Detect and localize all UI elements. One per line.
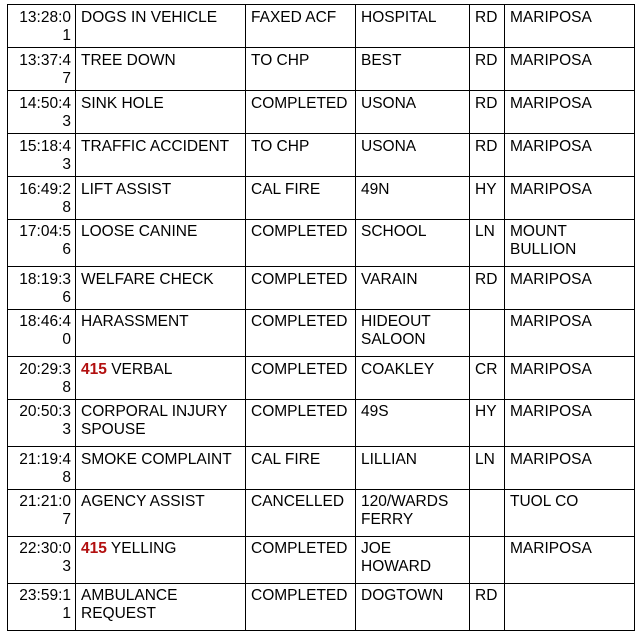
location-cell: HOSPITAL (356, 5, 470, 48)
location-cell: 120/WARDS FERRY (356, 490, 470, 537)
street-type-cell: RD (470, 267, 505, 310)
call-type-text: AGENCY ASSIST (81, 493, 205, 510)
call-type-cell (76, 220, 246, 267)
call-type-text: WELFARE CHECK (81, 271, 214, 288)
call-type-text: TRAFFIC ACCIDENT (81, 138, 230, 155)
city-cell: TUOL CO (505, 490, 635, 537)
call-type-text: TREE DOWN (81, 52, 176, 69)
disposition-cell: COMPLETED (246, 400, 356, 447)
call-log-table (7, 4, 635, 631)
location-cell: VARAIN (356, 267, 470, 310)
disposition-cell: CAL FIRE (246, 447, 356, 490)
table-row (8, 177, 635, 220)
disposition-cell: CANCELLED (246, 490, 356, 537)
time-cell: 20:29:38 (8, 357, 76, 400)
city-cell: MARIPOSA (505, 177, 635, 220)
time-cell: 23:59:11 (8, 584, 76, 631)
city-cell: MARIPOSA (505, 134, 635, 177)
disposition-cell: FAXED ACF (246, 5, 356, 48)
street-type-cell: RD (470, 584, 505, 631)
table-row (8, 357, 635, 400)
disposition-cell: COMPLETED (246, 310, 356, 357)
street-type-cell: RD (470, 91, 505, 134)
city-cell: MARIPOSA (505, 357, 635, 400)
time-cell: 18:46:40 (8, 310, 76, 357)
location-cell: JOE HOWARD (356, 537, 470, 584)
street-type-cell: LN (470, 220, 505, 267)
street-type-cell (470, 490, 505, 537)
call-type-cell (76, 267, 246, 310)
table-row (8, 537, 635, 584)
call-type-cell (76, 447, 246, 490)
location-cell: LILLIAN (356, 447, 470, 490)
call-log-body (8, 5, 635, 631)
time-cell: 13:28:01 (8, 5, 76, 48)
call-type-cell (76, 91, 246, 134)
time-cell: 22:30:03 (8, 537, 76, 584)
call-type-text: LOOSE CANINE (81, 223, 198, 240)
call-type-cell (76, 537, 246, 584)
call-type-text: VERBAL (111, 361, 173, 378)
time-cell: 18:19:36 (8, 267, 76, 310)
time-cell: 20:50:33 (8, 400, 76, 447)
street-type-cell: RD (470, 48, 505, 91)
call-type-cell (76, 310, 246, 357)
table-row (8, 400, 635, 447)
location-cell: DOGTOWN (356, 584, 470, 631)
call-type-cell (76, 48, 246, 91)
call-type-text: YELLING (110, 540, 177, 557)
street-type-cell: RD (470, 5, 505, 48)
call-code: 415 (81, 540, 107, 557)
disposition-cell: CAL FIRE (246, 177, 356, 220)
city-cell (505, 584, 635, 631)
table-row (8, 91, 635, 134)
city-cell: MARIPOSA (505, 447, 635, 490)
time-cell: 13:37:47 (8, 48, 76, 91)
time-cell: 21:19:48 (8, 447, 76, 490)
call-type-cell (76, 134, 246, 177)
street-type-cell (470, 310, 505, 357)
call-type-cell (76, 490, 246, 537)
table-row (8, 134, 635, 177)
city-cell: MARIPOSA (505, 267, 635, 310)
street-type-cell: CR (470, 357, 505, 400)
street-type-cell: HY (470, 400, 505, 447)
city-cell: MARIPOSA (505, 400, 635, 447)
city-cell: MARIPOSA (505, 5, 635, 48)
call-type-text: LIFT ASSIST (81, 181, 172, 198)
call-type-text: DOGS IN VEHICLE (81, 9, 218, 26)
location-cell: SCHOOL (356, 220, 470, 267)
call-type-cell (76, 5, 246, 48)
disposition-cell: COMPLETED (246, 357, 356, 400)
time-cell: 16:49:28 (8, 177, 76, 220)
time-cell: 14:50:43 (8, 91, 76, 134)
city-cell: MARIPOSA (505, 537, 635, 584)
table-row (8, 447, 635, 490)
table-row (8, 490, 635, 537)
location-cell: USONA (356, 91, 470, 134)
call-type-cell (76, 400, 246, 447)
time-cell: 21:21:07 (8, 490, 76, 537)
location-cell: 49S (356, 400, 470, 447)
time-cell: 17:04:56 (8, 220, 76, 267)
location-cell: 49N (356, 177, 470, 220)
street-type-cell: HY (470, 177, 505, 220)
street-type-cell: RD (470, 134, 505, 177)
call-type-cell (76, 177, 246, 220)
disposition-cell: COMPLETED (246, 537, 356, 584)
city-cell: MARIPOSA (505, 48, 635, 91)
location-cell: BEST (356, 48, 470, 91)
call-code: 415 (81, 361, 107, 378)
table-row (8, 5, 635, 48)
table-row (8, 267, 635, 310)
disposition-cell: TO CHP (246, 134, 356, 177)
call-type-text: CORPORAL INJURY SPOUSE (81, 403, 228, 438)
disposition-cell: COMPLETED (246, 267, 356, 310)
call-type-text: SMOKE COMPLAINT (81, 451, 232, 468)
disposition-cell: COMPLETED (246, 584, 356, 631)
location-cell: COAKLEY (356, 357, 470, 400)
city-cell: MOUNT BULLION (505, 220, 635, 267)
call-type-cell (76, 357, 246, 400)
call-type-text: AMBULANCE REQUEST (81, 587, 178, 622)
disposition-cell: COMPLETED (246, 91, 356, 134)
table-row (8, 220, 635, 267)
city-cell: MARIPOSA (505, 310, 635, 357)
table-row (8, 310, 635, 357)
call-type-text: SINK HOLE (81, 95, 164, 112)
table-row (8, 48, 635, 91)
call-type-text: HARASSMENT (81, 313, 189, 330)
street-type-cell: LN (470, 447, 505, 490)
call-type-cell (76, 584, 246, 631)
disposition-cell: TO CHP (246, 48, 356, 91)
table-row (8, 584, 635, 631)
street-type-cell (470, 537, 505, 584)
time-cell: 15:18:43 (8, 134, 76, 177)
location-cell: HIDEOUT SALOON (356, 310, 470, 357)
disposition-cell: COMPLETED (246, 220, 356, 267)
location-cell: USONA (356, 134, 470, 177)
city-cell: MARIPOSA (505, 91, 635, 134)
